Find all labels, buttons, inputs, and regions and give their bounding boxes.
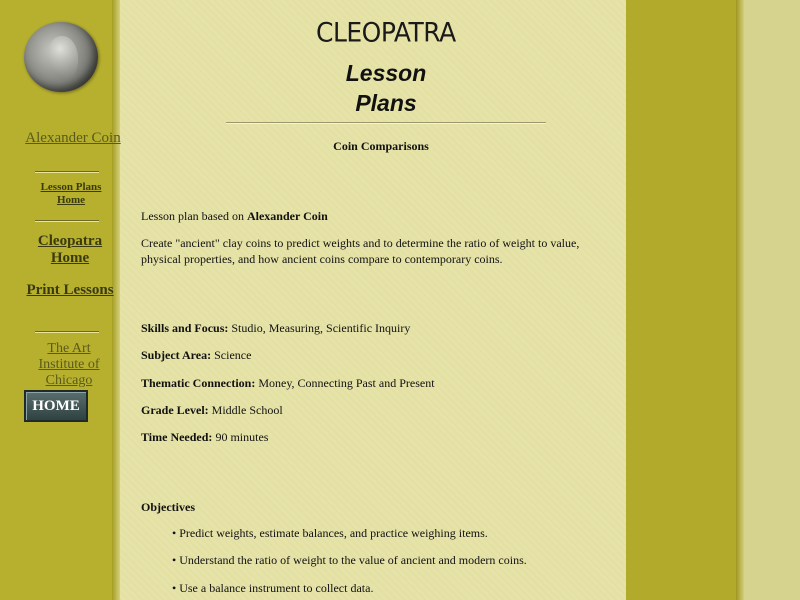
sidebar-edge <box>112 0 120 600</box>
sidebar-item-cleopatra-home[interactable]: Cleopatra Home <box>37 233 103 267</box>
sidebar-item-alexander-coin[interactable]: Alexander Coin <box>25 130 121 146</box>
cleopatra-logo: CLEOPATRA <box>316 17 456 48</box>
detail-thematic <box>141 375 611 391</box>
page-title <box>226 58 546 118</box>
detail-label: Grade Level: <box>141 403 209 417</box>
detail-time <box>141 429 611 445</box>
detail-value: Middle School <box>208 403 283 417</box>
page-title-line2: Plans <box>355 90 417 116</box>
detail-value: 90 minutes <box>212 430 269 444</box>
alexander-coin-image[interactable] <box>24 22 98 92</box>
sidebar-divider <box>35 171 99 173</box>
detail-skills <box>141 320 611 336</box>
objective-item: • Predict weights, estimate balances, and practice weighing items. <box>172 526 488 540</box>
right-band <box>626 0 740 600</box>
based-on-prefix: Lesson plan based on <box>141 209 247 223</box>
detail-label: Time Needed: <box>141 430 213 444</box>
page-title-line1: Lesson <box>345 60 427 86</box>
header-divider <box>226 122 546 124</box>
lesson-subtitle: Coin Comparisons <box>333 139 429 153</box>
detail-value: Money, Connecting Past and Present <box>255 376 435 390</box>
coin-head-relief <box>48 36 78 78</box>
based-on-artwork: Alexander Coin <box>246 209 328 223</box>
right-edge <box>736 0 744 600</box>
detail-label: Skills and Focus: <box>141 321 229 335</box>
detail-label: Subject Area: <box>141 348 212 362</box>
detail-grade <box>141 402 611 418</box>
objectives-heading: Objectives <box>141 500 195 514</box>
sidebar-item-lesson-plans-home[interactable]: Lesson Plans Home <box>40 181 102 206</box>
detail-value: Studio, Measuring, Scientific Inquiry <box>228 321 411 335</box>
based-on-line <box>141 208 611 224</box>
far-right-band <box>744 0 800 600</box>
objective-item: • Use a balance instrument to collect data. <box>172 581 374 595</box>
home-button[interactable]: HOME <box>24 390 88 422</box>
objective-item: • Understand the ratio of weight to the value of ancient and modern coins. <box>172 553 527 567</box>
sidebar-item-art-institute[interactable]: The Art Institute of Chicago <box>38 341 100 389</box>
detail-subject <box>141 347 611 363</box>
detail-label: Thematic Connection: <box>141 376 256 390</box>
lesson-description: Create "ancient" clay coins to predict weights and to determine the ratio of weight to value, physical properties, and how ancient coins compare to contemporary coins. <box>141 236 580 266</box>
sidebar-item-print-lessons[interactable]: Print Lessons <box>26 282 114 298</box>
detail-value: Science <box>211 348 252 362</box>
sidebar-divider <box>35 220 99 222</box>
sidebar-divider <box>35 331 99 333</box>
